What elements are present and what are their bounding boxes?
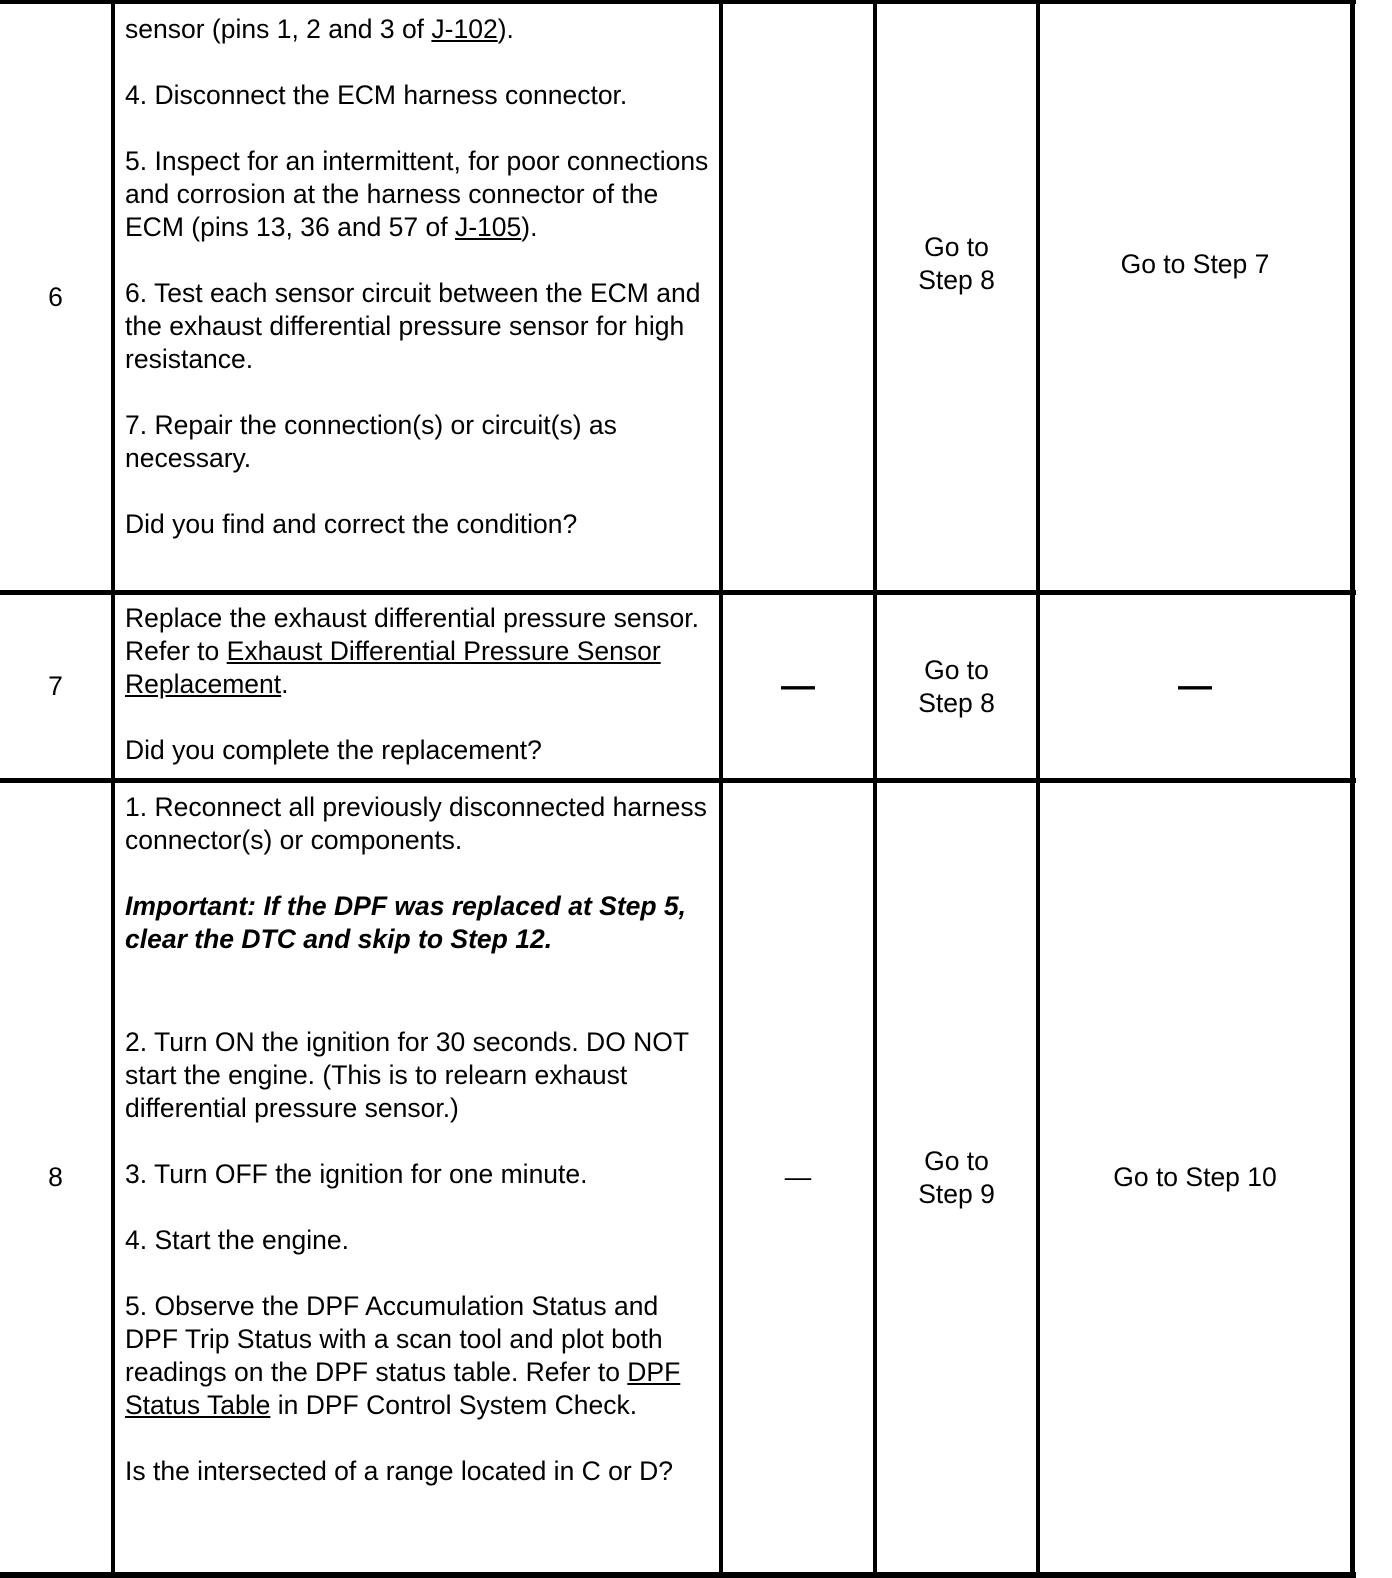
action-paragraph: 4. Disconnect the ECM harness connector. bbox=[125, 80, 628, 110]
action-paragraph bbox=[125, 145, 711, 244]
action-paragraph bbox=[125, 602, 711, 701]
yes-action: Go to Step 8 bbox=[918, 654, 995, 718]
action-text: Replace the exhaust differential pressure sensor. Refer to bbox=[125, 603, 700, 666]
important-note: Important: If the DPF was replaced at Step 5, clear the DTC and skip to Step 12. bbox=[125, 891, 687, 954]
step-action bbox=[115, 791, 719, 1572]
step-number: 6 bbox=[48, 281, 63, 312]
action-text: sensor (pins 1, 2 and 3 of bbox=[125, 14, 432, 44]
status-table-link[interactable]: DPF Status Table bbox=[125, 1357, 681, 1420]
row-divider bbox=[0, 1572, 1356, 1578]
action-paragraph: 1. Reconnect all previously disconnected harness connector(s) or components. bbox=[125, 792, 707, 855]
action-paragraph bbox=[125, 1290, 711, 1422]
action-paragraph bbox=[125, 13, 711, 46]
table-right-border bbox=[1350, 0, 1355, 1578]
step-value bbox=[723, 4, 873, 524]
action-text: 5. Observe the DPF Accumulation Status and DPF Trip Status with a scan tool and plot both readings on the DPF status table. Refer to bbox=[125, 1291, 663, 1387]
action-text: in DPF Control System Check. bbox=[270, 1390, 638, 1420]
no-action: — bbox=[1178, 667, 1212, 705]
step-number: 7 bbox=[48, 671, 63, 701]
step-number: 8 bbox=[48, 1162, 63, 1192]
step-value: — bbox=[781, 667, 815, 705]
action-paragraph: 6. Test each sensor circuit between the ECM and the exhaust differential pressure sensor for high resistance. bbox=[125, 278, 701, 374]
yes-action: Go to Step 8 bbox=[918, 232, 995, 295]
no-action: Go to Step 7 bbox=[1120, 248, 1270, 279]
action-text: . bbox=[281, 669, 289, 699]
action-paragraph: 2. Turn ON the ignition for 30 seconds. DO NOT start the engine. (This is to relearn exhaust differential pressure sensor.) bbox=[125, 1027, 689, 1123]
no-action: Go to Step 10 bbox=[1113, 1162, 1277, 1192]
replacement-link[interactable]: Exhaust Differential Pressure Sensor Replacement bbox=[125, 636, 661, 699]
step-action bbox=[115, 602, 719, 778]
step-question: Did you find and correct the condition? bbox=[125, 509, 578, 539]
step-value: — bbox=[784, 1162, 812, 1192]
connector-link[interactable]: J-105 bbox=[454, 212, 522, 242]
action-paragraph: 7. Repair the connection(s) or circuit(s) as necessary. bbox=[125, 410, 617, 473]
action-text: 5. Inspect for an intermittent, for poor connections and corrosion at the harness connector of the ECM (pins 13, 36 and 57 of bbox=[125, 146, 709, 242]
action-text: ). bbox=[521, 212, 538, 242]
connector-link[interactable]: J-102 bbox=[431, 14, 498, 44]
step-question: Is the intersected of a range located in C or D? bbox=[125, 1456, 673, 1486]
action-paragraph: 3. Turn OFF the ignition for one minute. bbox=[125, 1159, 588, 1189]
yes-action: Go to Step 9 bbox=[918, 1145, 995, 1209]
action-text: ). bbox=[497, 14, 514, 44]
step-question: Did you complete the replacement? bbox=[125, 735, 542, 765]
step-action bbox=[115, 13, 719, 590]
action-paragraph: 4. Start the engine. bbox=[125, 1225, 349, 1255]
